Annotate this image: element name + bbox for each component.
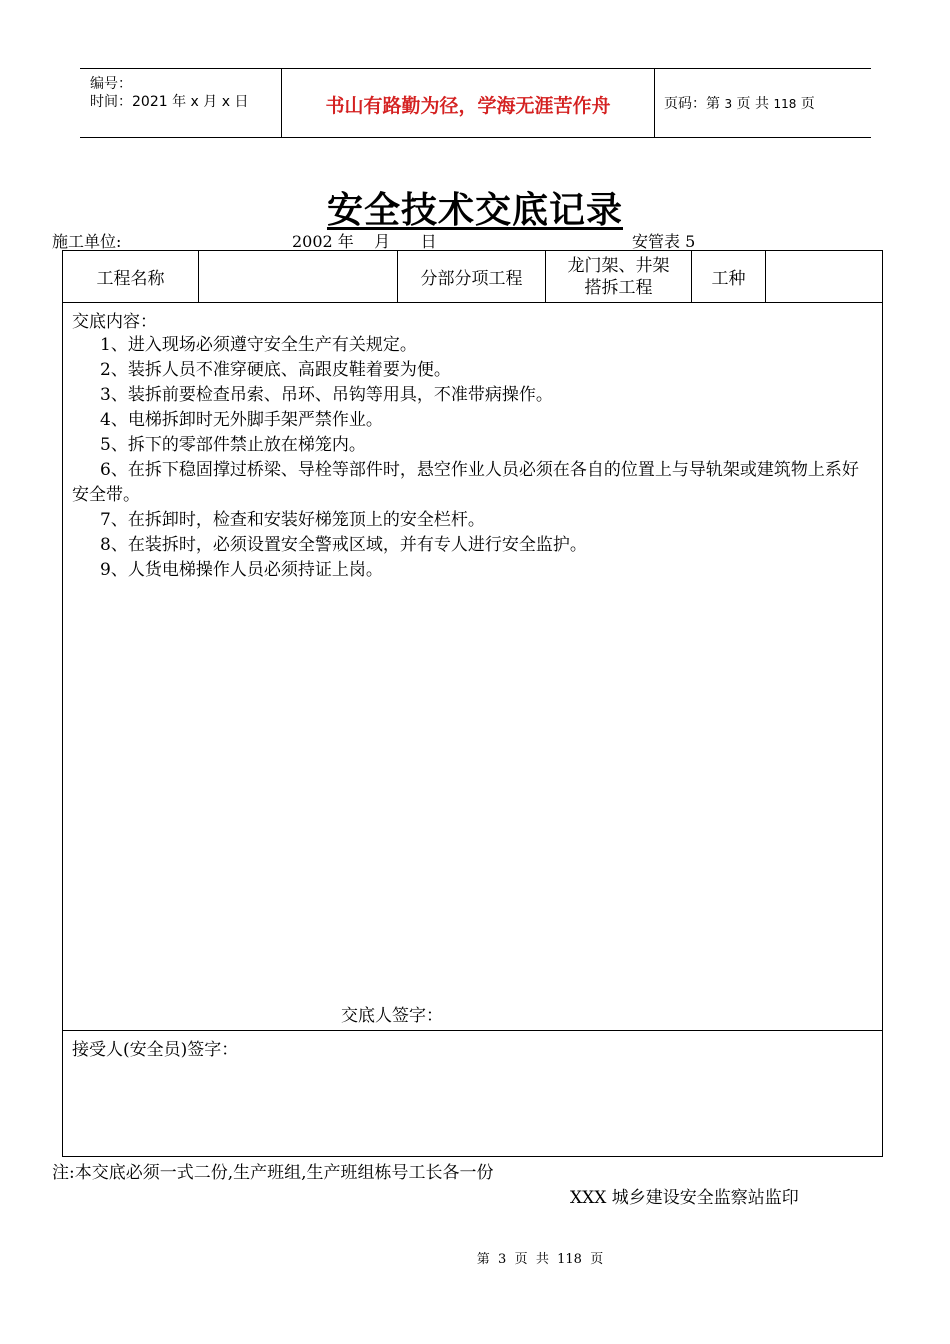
page-suffix: 页: [796, 96, 815, 112]
motto: 书山有路勤为径，学海无涯苦作舟: [325, 95, 611, 117]
disclosure-item: 6、在拆下稳固撑过桥梁、导栓等部件时，悬空作业人员必须在各自的位置上与导轨架或建筑物上系好安全带。: [72, 460, 859, 505]
header-motto-cell: [281, 69, 655, 137]
page-total: 118: [773, 97, 797, 111]
disclosure-content-cell: [63, 303, 882, 1031]
project-name-label: 工程名称: [63, 251, 199, 302]
disclosure-item: 2、装拆人员不准穿硬底、高跟皮鞋着要为便。: [100, 360, 451, 380]
disclosure-items: [72, 333, 874, 583]
receiver-sign-label: 接受人(安全员)签字：: [72, 1040, 239, 1060]
subproject-value: [546, 251, 692, 302]
page-current: 3: [724, 97, 733, 111]
discloser-sign-label: 交底人签字：: [341, 1006, 443, 1026]
date-label: 2002 年 月 日: [292, 232, 437, 251]
disclosure-item: 5、拆下的零部件禁止放在梯笼内。: [100, 435, 366, 455]
header-left-cell: [80, 69, 281, 137]
page-mid: 页 共: [732, 96, 774, 112]
content-label: 交底内容：: [72, 312, 157, 332]
disclosure-item: 3、装拆前要检查吊索、吊环、吊钩等用具，不准带病操作。: [100, 385, 553, 405]
page-header: [80, 68, 871, 138]
disclosure-item: 9、人货电梯操作人员必须持证上岗。: [100, 560, 383, 580]
time-label: 时间：2021 年 x 月 x 日: [90, 94, 249, 110]
number-label: 编号：: [90, 76, 132, 92]
stamp-text: XXX 城乡建设安全监察站监印: [570, 1188, 799, 1208]
disclosure-item: 4、电梯拆卸时无外脚手架严禁作业。: [100, 410, 383, 430]
copies-note: 注:本交底必须一式二份,生产班组,生产班组栋号工长各一份: [52, 1163, 494, 1183]
subproject-label: 分部分项工程: [398, 251, 546, 302]
disclosure-item: 7、在拆卸时，检查和安装好梯笼顶上的安全栏杆。: [100, 510, 485, 530]
page-footer: 第 3 页 共 118 页: [476, 1252, 604, 1267]
page-info: [664, 93, 815, 113]
document-title: 安全技术交底记录: [326, 190, 623, 231]
unit-label: 施工单位:: [52, 232, 122, 251]
trade-label: 工种: [692, 251, 766, 302]
disclosure-item: 8、在装拆时，必须设置安全警戒区域，并有专人进行安全监护。: [100, 535, 587, 555]
info-row: [63, 251, 882, 303]
trade-value[interactable]: [766, 251, 882, 302]
form-code: 安管表 5: [632, 232, 696, 251]
project-name-value[interactable]: [199, 251, 398, 302]
page-prefix: 页码：第: [664, 96, 725, 112]
disclosure-table: [62, 250, 883, 1157]
header-page-cell: [654, 69, 870, 137]
disclosure-item: 1、进入现场必须遵守安全生产有关规定。: [100, 335, 417, 355]
subproject-value-line2: 搭拆工程: [584, 277, 653, 298]
subproject-value-line1: 龙门架、井架: [567, 255, 670, 276]
